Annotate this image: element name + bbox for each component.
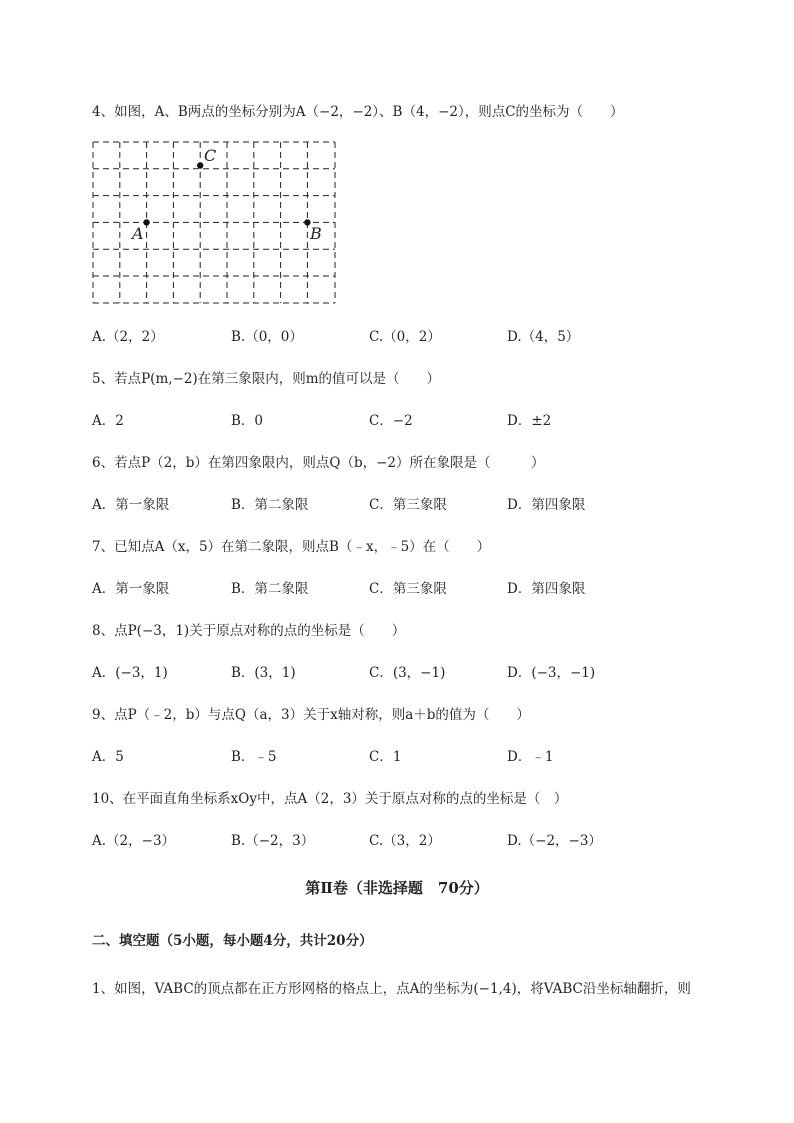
q10-option-c[interactable]: C.（3，2）	[369, 833, 441, 849]
label-c: C	[204, 146, 217, 165]
label-b: B	[310, 224, 322, 243]
q7-option-b[interactable]: B．第二象限	[231, 581, 309, 597]
q4-option-d[interactable]: D.（4，5）	[507, 329, 580, 345]
q9-option-d[interactable]: D．﹣1	[507, 749, 554, 765]
q6-option-d[interactable]: D．第四象限	[507, 497, 586, 513]
q5-option-c[interactable]: C．−2	[369, 413, 413, 429]
q10-option-a[interactable]: A.（2，−3）	[92, 833, 176, 849]
q5-option-b[interactable]: B．0	[231, 413, 264, 429]
q4-option-b[interactable]: B.（0，0）	[231, 329, 303, 345]
question-4-text: 4、如图，A、B两点的坐标分别为A（−2，−2）、B（4，−2），则点C的坐标为（ ）	[92, 104, 624, 120]
q7-option-d[interactable]: D．第四象限	[507, 581, 586, 597]
label-a: A	[132, 224, 144, 243]
q9-option-b[interactable]: B．﹣5	[231, 749, 277, 765]
fill-question-1-text: 1、如图，VABC的顶点都在正方形网格的格点上，点A的坐标为(−1,4)，将VABC沿坐标轴翻折，则	[92, 981, 691, 997]
point-c	[197, 162, 203, 168]
question-9-text: 9、点P（﹣2，b）与点Q（a，3）关于x轴对称，则a＋b的值为（ ）	[92, 707, 530, 723]
q8-option-c[interactable]: C．(3，−1)	[369, 665, 446, 681]
grid-lines	[93, 142, 335, 303]
point-a	[143, 219, 149, 225]
q7-option-c[interactable]: C．第三象限	[369, 581, 447, 597]
q5-option-a[interactable]: A．2	[92, 413, 124, 429]
question-10-text: 10、在平面直角坐标系xOy中，点A（2，3）关于原点对称的点的坐标是（ ）	[92, 791, 568, 807]
section-2-subtitle: 二、填空题（5小题，每小题4分，共计20分）	[92, 933, 373, 949]
q8-option-b[interactable]: B．(3，1)	[231, 665, 296, 681]
question-6-text: 6、若点P（2，b）在第四象限内，则点Q（b，−2）所在象限是（ ）	[92, 455, 545, 471]
q5-option-d[interactable]: D．±2	[507, 413, 552, 429]
q10-option-b[interactable]: B.（−2，3）	[231, 833, 315, 849]
coordinate-grid-figure	[92, 141, 336, 304]
question-8-text: 8、点P(−3，1)关于原点对称的点的坐标是（ ）	[92, 623, 406, 639]
question-7-text: 7、已知点A（x，5）在第二象限，则点B（﹣x，﹣5）在（ ）	[92, 539, 491, 555]
question-5-text: 5、若点P(m,−2)在第三象限内，则m的值可以是（ ）	[92, 371, 441, 387]
q4-option-a[interactable]: A.（2，2）	[92, 329, 164, 345]
q9-option-a[interactable]: A．5	[92, 749, 124, 765]
q10-option-d[interactable]: D.（−2，−3）	[507, 833, 602, 849]
q4-option-c[interactable]: C.（0，2）	[369, 329, 441, 345]
q6-option-c[interactable]: C．第三象限	[369, 497, 447, 513]
grid-svg	[92, 141, 336, 304]
q9-option-c[interactable]: C．1	[369, 749, 402, 765]
q7-option-a[interactable]: A．第一象限	[92, 581, 170, 597]
q6-option-b[interactable]: B．第二象限	[231, 497, 309, 513]
section-2-title: 第Ⅱ卷（非选择题 70分）	[305, 879, 489, 897]
q6-option-a[interactable]: A．第一象限	[92, 497, 170, 513]
q8-option-d[interactable]: D．(−3，−1)	[507, 665, 596, 681]
q8-option-a[interactable]: A．(−3，1)	[92, 665, 168, 681]
